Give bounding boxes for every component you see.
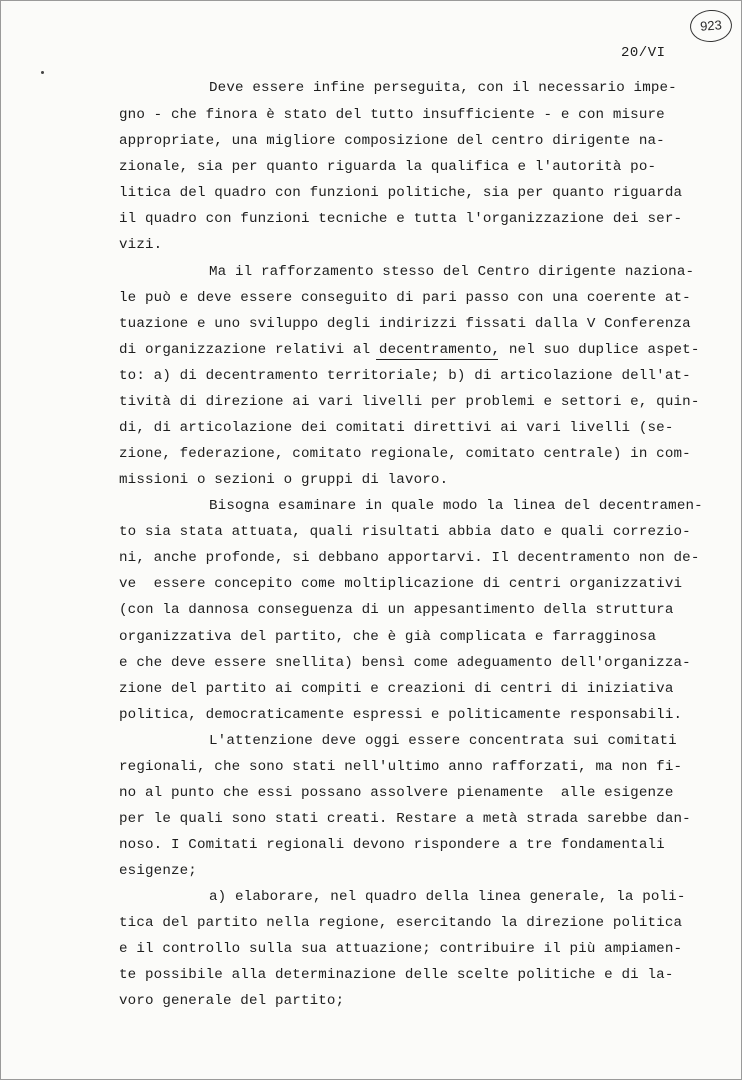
text-line: zionale, sia per quanto riguarda la qualifica e l'autorità po-: [119, 159, 657, 175]
text-line: Ma il rafforzamento stesso del Centro dirigente naziona-: [209, 264, 695, 280]
text-line: noso. I Comitati regionali devono rispondere a tre fondamentali: [119, 837, 665, 853]
text-line: e il controllo sulla sua attuazione; contribuire il più ampiamen-: [119, 941, 683, 957]
text-line: il quadro con funzioni tecniche e tutta l'organizzazione dei ser-: [119, 211, 683, 227]
text-line: regionali, che sono stati nell'ultimo anno rafforzati, ma non fi-: [119, 759, 683, 775]
text-line: Bisogna esaminare in quale modo la linea del decentramen-: [209, 498, 703, 514]
text-line: di, di articolazione dei comitati direttivi ai vari livelli (se-: [119, 420, 674, 436]
text-line: tuazione e uno sviluppo degli indirizzi fissati dalla V Conferenza: [119, 316, 691, 332]
text-line: te possibile alla determinazione delle scelte politiche e di la-: [119, 967, 674, 983]
text-line: gno - che finora è stato del tutto insufficiente - e con misure: [119, 107, 665, 123]
text-line: per le quali sono stati creati. Restare a metà strada sarebbe dan-: [119, 811, 691, 827]
text-line: tività di direzione ai vari livelli per problemi e settori e, quin-: [119, 394, 700, 410]
text-line: missioni o sezioni o gruppi di lavoro.: [119, 472, 449, 488]
text-line: e che deve essere snellita) bensì come adeguamento dell'organizza-: [119, 655, 691, 671]
handwritten-underline: [376, 359, 498, 360]
text-line: tica del partito nella regione, esercitando la direzione politica: [119, 915, 683, 931]
text-line: zione del partito ai compiti e creazioni di centri di iniziativa: [119, 681, 674, 697]
text-line: Deve essere infine perseguita, con il necessario impe-: [209, 80, 677, 96]
text-line: le può e deve essere conseguito di pari passo con una coerente at-: [119, 290, 691, 306]
text-line: zione, federazione, comitato regionale, comitato centrale) in com-: [119, 446, 691, 462]
text-line: ni, anche profonde, si debbano apportarvi. Il decentramento non de-: [119, 550, 700, 566]
archive-stamp: 923: [689, 9, 733, 44]
text-line: to sia stata attuata, quali risultati abbia dato e quali correzio-: [119, 524, 691, 540]
text-line: to: a) di decentramento territoriale; b) di articolazione dell'at-: [119, 368, 691, 384]
text-line: vizi.: [119, 237, 163, 253]
text-line: no al punto che essi possano assolvere pienamente alle esigenze: [119, 785, 674, 801]
text-line: L'attenzione deve oggi essere concentrata sui comitati: [209, 733, 677, 749]
text-line: di organizzazione relativi al decentramento, nel suo duplice aspet-: [119, 342, 700, 358]
text-line: appropriate, una migliore composizione del centro dirigente na-: [119, 133, 665, 149]
scan-speck: [41, 71, 44, 74]
text-line: politica, democraticamente espressi e politicamente responsabili.: [119, 707, 683, 723]
page-number: 20/VI: [621, 45, 666, 61]
text-line: ve essere concepito come moltiplicazione di centri organizzativi: [119, 576, 683, 592]
text-line: (con la dannosa conseguenza di un appesantimento della struttura: [119, 602, 674, 618]
text-line: a) elaborare, nel quadro della linea generale, la poli-: [209, 889, 686, 905]
text-line: litica del quadro con funzioni politiche, sia per quanto riguarda: [119, 185, 683, 201]
text-line: esigenze;: [119, 863, 197, 879]
text-line: voro generale del partito;: [119, 993, 345, 1009]
text-line: organizzativa del partito, che è già complicata e farragginosa: [119, 629, 657, 645]
